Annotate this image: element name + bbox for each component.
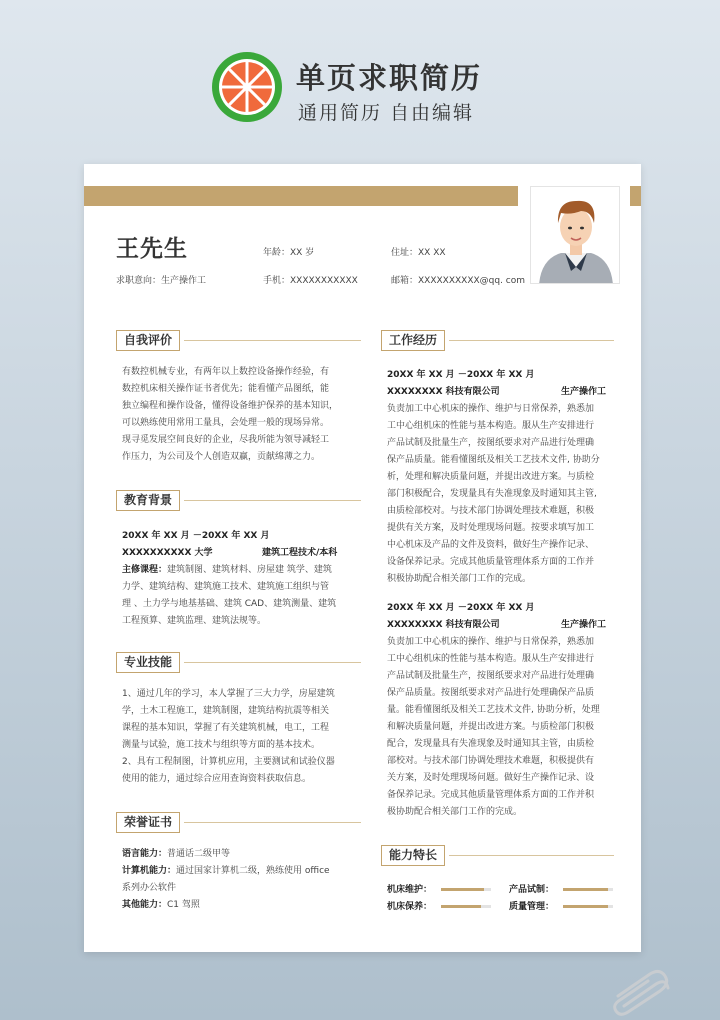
ability-bar [441, 905, 491, 908]
job-position: 生产操作工 [561, 387, 607, 397]
resume-page [84, 164, 641, 952]
email-field: 邮箱：XXXXXXXXXX@qq. com [391, 276, 526, 286]
ability-label: 产品试制： [509, 885, 555, 895]
job-position: 生产操作工 [561, 620, 607, 630]
section-divider [184, 662, 361, 663]
section-divider [449, 855, 614, 856]
section-divider [184, 822, 361, 823]
education-period: 20XX 年 XX 月 －20XX 年 XX 月 [122, 531, 270, 541]
address-field: 住址：XX XX [391, 248, 446, 258]
honors-list: 语言能力：普通话二级甲等 计算机能力：通过国家计算机二级，熟练使用 office 系列办公软件 其他能力：C1 驾照 [122, 849, 330, 910]
section-divider [449, 340, 614, 341]
job-company: XXXXXXXX 科技有限公司 [387, 620, 500, 630]
job-period: 20XX 年 XX 月 －20XX 年 XX 月 [387, 370, 535, 380]
education-school: XXXXXXXXXX 大学 [122, 548, 213, 558]
section-title-honors: 荣誉证书 [116, 812, 180, 833]
grapefruit-slice-icon [210, 50, 284, 124]
ability-bar [563, 888, 613, 891]
section-title-education: 教育背景 [116, 490, 180, 511]
section-title-abilities: 能力特长 [381, 845, 445, 866]
section-title-self-eval: 自我评价 [116, 330, 180, 351]
ability-label: 质量管理： [509, 902, 555, 912]
self-eval-text: 有数控机械专业，有两年以上数控设备操作经验，有 数控机床相关操作证书者优先；能看懂产品图纸，能 独立编程和操作设备，懂得设备维护保养的基本知识， 可以熟练使用常用工量具，会处理一般的现场异常。 现寻觅发展空间良好的企业，尽我所能为领导减轻工 作压力，为公司及个人创造双赢，贡献绵薄之力。 [122, 367, 339, 462]
ability-bar [441, 888, 491, 891]
section-title-skills: 专业技能 [116, 652, 180, 673]
ability-bar [563, 905, 613, 908]
skills-text: 1、通过几年的学习，本人掌握了三大力学，房屋建筑 学，土木工程施工，建筑制图，建筑结构抗震等相关 课程的基本知识，掌握了有关建筑机械，电工，工程 测量与试验，施工技术与组织等方面的基本技术。 2、具有工程制图，计算机应用，主要测试和试验仪器 使用的能力，通过综合应用查询资料获取信息。 [122, 689, 335, 784]
banner-subtitle: 通用简历 自由编辑 [298, 102, 475, 124]
job-period: 20XX 年 XX 月 －20XX 年 XX 月 [387, 603, 535, 613]
phone-field: 手机：XXXXXXXXXXX [263, 276, 358, 286]
header-accent-bar-right [630, 186, 641, 206]
ability-label: 机床维护： [387, 885, 433, 895]
job-company: XXXXXXXX 科技有限公司 [387, 387, 500, 397]
job-description: 负责加工中心机床的操作、维护与日常保养，熟悉加 工中心组机床的性能与基本构造。服从生产安排进行 产品试制及批量生产，按图纸要求对产品进行处理确 保产品质量。能看懂图纸及相关工艺技术文件, 协助分 析，处理和解决质量问题，并提出改进方案。与质检 部门积极配合，发现量具有失准现象及时通知其主管, 由质检部校对。与技术部门协调处理技术难题，积极 提供有关方案，及时处理现场问题。按要求填写加工 中心机床及产品的文件及资料，做好生产操作记录、 设备保养记录。完成其他质量管理体系方面的工作并 积极协助配合相关部门工作的完成。 [387, 404, 600, 584]
age-field: 年龄：XX 岁 [263, 248, 315, 258]
ability-label: 机床保养： [387, 902, 433, 912]
job-description: 负责加工中心机床的操作、维护与日常保养，熟悉加 工中心组机床的性能与基本构造。服从生产安排进行 产品试制及批量生产，按图纸要求对产品进行处理确 保产品质量。按图纸要求对产品进行处理确保产品质 量。能看懂图纸及相关工艺技术文件, 协助分析，处理 和解决质量问题，并提出改进方案。与质检部门积极 配合，发现量具有失准现象及时通知其主管，由质检 部校对。与技术部门协调处理技术难题，积极提供有 关方案，及时处理现场问题。做好生产操作记录、设 备保养记录。完成其他质量管理体系方面的工作并积 极协助配合相关部门工作的完成。 [387, 637, 600, 817]
section-title-work: 工作经历 [381, 330, 445, 351]
education-major: 建筑工程技术/本科 [262, 548, 338, 558]
header-accent-bar [84, 186, 518, 206]
avatar-photo [530, 186, 620, 284]
section-divider [184, 340, 361, 341]
paperclip-icon [610, 966, 670, 1020]
section-divider [184, 500, 361, 501]
banner-title: 单页求职简历 [296, 61, 483, 95]
job-intent: 求职意向：生产操作工 [116, 276, 207, 286]
education-courses: 主修课程：建筑制图、建筑材料、房屋建 筑学、建筑 力学、建筑结构、建筑施工技术、建筑施工组织与管 理 、土力学与地基基础、建筑 CAD、建筑测量、建筑 工程预算、建筑监理、建筑法规等。 [122, 565, 337, 626]
candidate-name: 王先生 [116, 236, 188, 262]
